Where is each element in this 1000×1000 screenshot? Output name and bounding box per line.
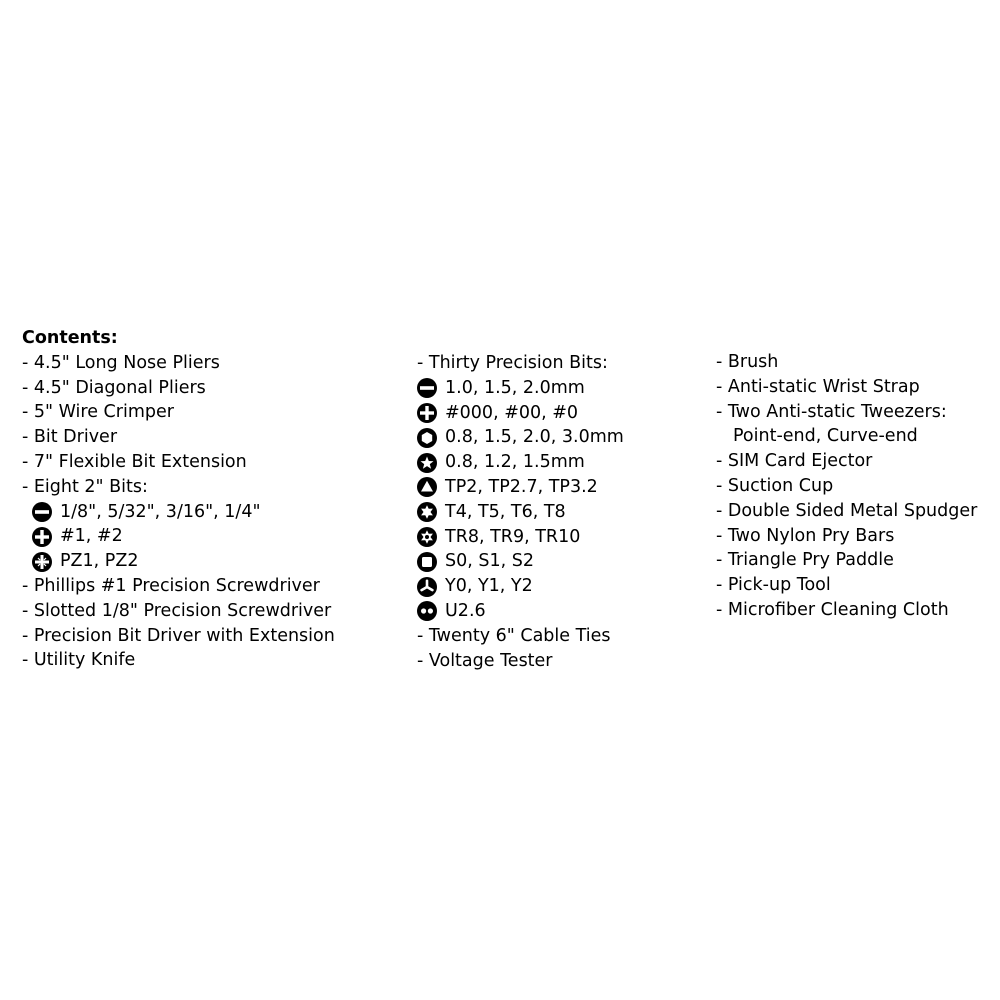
slotted-icon [417, 378, 437, 398]
phillips-icon [417, 403, 437, 423]
list-item: - Triangle Pry Paddle [716, 550, 894, 571]
list-item: - 4.5" Long Nose Pliers [22, 352, 220, 373]
list-item: - 7" Flexible Bit Extension [22, 451, 247, 472]
list-item: - Eight 2" Bits: [22, 476, 148, 497]
bit-row [22, 524, 335, 549]
u-bit-icon [417, 601, 437, 621]
bit-row [22, 549, 335, 574]
list-item: - 5" Wire Crimper [22, 402, 174, 423]
list-item: - Twenty 6" Cable Ties [417, 625, 611, 646]
list-item: - Precision Bit Driver with Extension [22, 625, 335, 646]
list-subitem: Point-end, Curve-end [733, 426, 918, 447]
list-item: - Microfiber Cleaning Cloth [716, 599, 949, 620]
list-item: - Voltage Tester [417, 650, 553, 671]
list-item: - Anti-static Wrist Strap [716, 376, 920, 397]
bit-row [417, 425, 624, 450]
phillips-icon [32, 527, 52, 547]
list-item: - Two Anti-static Tweezers: [716, 401, 947, 422]
list-item: - Double Sided Metal Spudger [716, 500, 978, 521]
bit-sizes: 1/8", 5/32", 3/16", 1/4" [60, 501, 261, 522]
contents-heading: Contents: [22, 328, 118, 348]
slotted-icon [32, 502, 52, 522]
bit-row [417, 450, 624, 475]
pozidriv-icon [32, 552, 52, 572]
bit-sizes: TP2, TP2.7, TP3.2 [445, 476, 598, 497]
bit-row [22, 500, 335, 525]
pentalobe-icon [417, 453, 437, 473]
bit-row [417, 500, 624, 525]
hex-icon [417, 428, 437, 448]
bit-row [417, 525, 624, 550]
list-item: - Bit Driver [22, 427, 118, 448]
bit-row [417, 599, 624, 624]
bit-row [417, 475, 624, 500]
contents-column-3 [716, 350, 977, 623]
bit-sizes: 1.0, 1.5, 2.0mm [445, 377, 585, 398]
list-item: - Utility Knife [22, 650, 136, 671]
bit-sizes: T4, T5, T6, T8 [445, 501, 566, 522]
list-item: - SIM Card Ejector [716, 451, 873, 472]
bit-sizes: 0.8, 1.5, 2.0, 3.0mm [445, 427, 624, 448]
list-item: - Slotted 1/8" Precision Screwdriver [22, 600, 332, 621]
list-item: - Suction Cup [716, 475, 834, 496]
contents-column-1 [22, 326, 335, 673]
list-item: - Pick-up Tool [716, 575, 831, 596]
bit-row [417, 401, 624, 426]
list-item: - Thirty Precision Bits: [417, 353, 608, 373]
bit-row [417, 574, 624, 599]
list-item: - Brush [716, 352, 779, 372]
list-item: - Two Nylon Pry Bars [716, 525, 895, 546]
bit-row [417, 376, 624, 401]
square-icon [417, 552, 437, 572]
bit-sizes: #000, #00, #0 [445, 402, 579, 423]
bit-sizes: S0, S1, S2 [445, 551, 534, 572]
tri-wing-icon [417, 577, 437, 597]
torx-security-icon [417, 527, 437, 547]
torx-icon [417, 502, 437, 522]
contents-column-2 [417, 351, 624, 673]
bit-sizes: PZ1, PZ2 [60, 551, 139, 572]
list-item: - 4.5" Diagonal Pliers [22, 377, 206, 398]
list-item: - Phillips #1 Precision Screwdriver [22, 575, 320, 596]
bit-sizes: U2.6 [445, 600, 486, 621]
bit-sizes: Y0, Y1, Y2 [445, 576, 533, 597]
bit-sizes: #1, #2 [60, 526, 123, 547]
tri-point-icon [417, 477, 437, 497]
bit-sizes: TR8, TR9, TR10 [445, 526, 581, 547]
bit-sizes: 0.8, 1.2, 1.5mm [445, 452, 585, 473]
bit-row [417, 549, 624, 574]
